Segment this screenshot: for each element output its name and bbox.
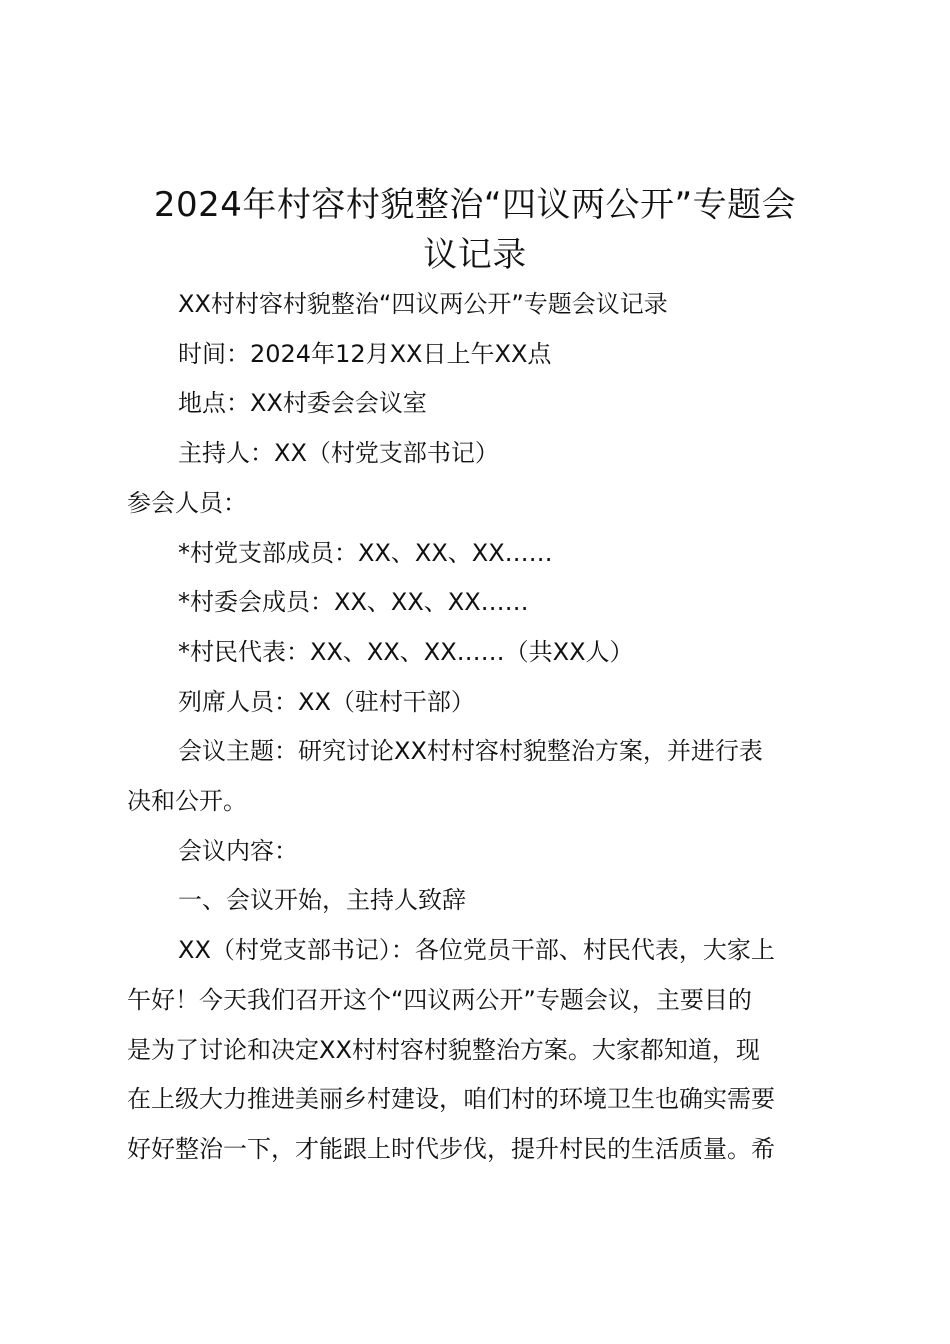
meeting-host: 主持人：XX（村党支部书记）	[178, 439, 499, 468]
attendee-villager-representatives: *村民代表：XX、XX、XX……（共XX人）	[178, 637, 634, 666]
title-line-1: 2024年村容村貌整治“四议两公开”专题会	[153, 185, 797, 225]
attendee-party-members: *村党支部成员：XX、XX、XX……	[178, 538, 553, 567]
host-speech	[127, 926, 835, 1175]
document-body	[127, 280, 835, 1175]
title-line-2: 议记录	[423, 235, 527, 275]
meeting-location: 地点：XX村委会会议室	[178, 389, 427, 418]
meeting-topic	[127, 727, 835, 826]
speech-line: 好好整治一下，才能跟上时代步伐，提升村民的生活质量。希	[127, 1134, 775, 1163]
speech-line: 午好！今天我们召开这个“四议两公开”专题会议，主要目的	[127, 985, 752, 1014]
content-label: 会议内容：	[178, 836, 298, 865]
speech-line: 在上级大力推进美丽乡村建设，咱们村的环境卫生也确实需要	[127, 1085, 775, 1114]
attendee-committee-members: *村委会成员：XX、XX、XX……	[178, 588, 529, 617]
attendees-label: 参会人员：	[127, 488, 247, 517]
topic-line-1: 会议主题：研究讨论XX村村容村貌整治方案，并进行表	[178, 737, 763, 766]
section-heading: 一、会议开始，主持人致辞	[178, 886, 466, 915]
speech-line: XX（村党支部书记）：各位党员干部、村民代表，大家上	[178, 936, 775, 965]
document-title	[100, 180, 850, 280]
speech-line: 是为了讨论和决定XX村村容村貌整治方案。大家都知道，现	[127, 1035, 760, 1064]
subtitle: XX村村容村貌整治“四议两公开”专题会议记录	[178, 290, 668, 318]
topic-line-2: 决和公开。	[127, 787, 247, 816]
meeting-time: 时间：2024年12月XX日上午XX点	[178, 339, 552, 368]
observers: 列席人员：XX（驻村干部）	[178, 687, 475, 716]
